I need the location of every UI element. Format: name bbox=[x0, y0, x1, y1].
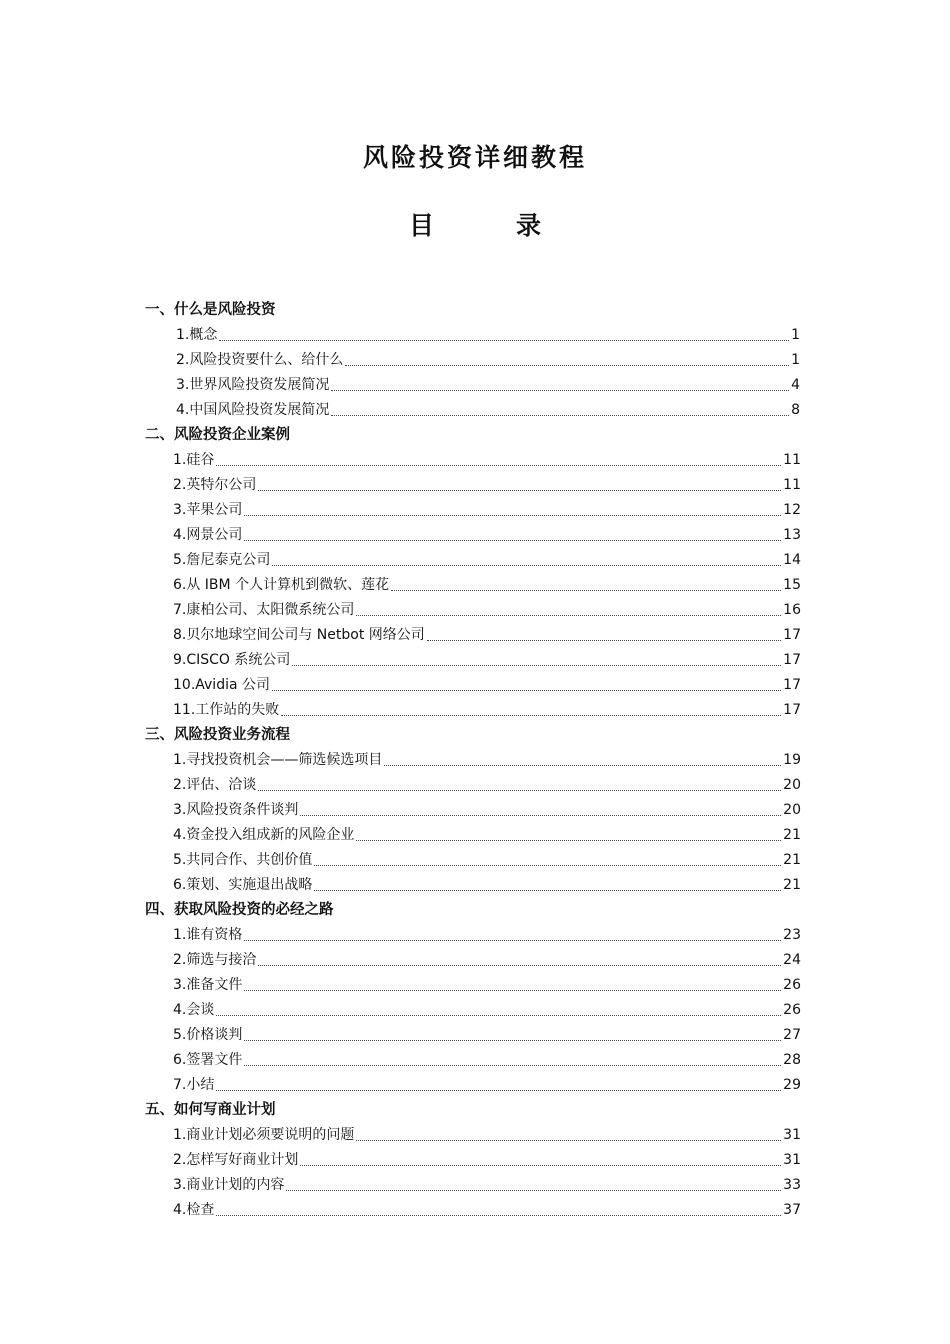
dot-leader bbox=[356, 615, 781, 616]
toc-entry-label: 4.会谈 bbox=[173, 1002, 215, 1018]
toc-entry-page-number: 21 bbox=[783, 877, 801, 893]
toc-entry[interactable] bbox=[145, 348, 800, 373]
dot-leader bbox=[427, 640, 781, 641]
toc-entry[interactable] bbox=[145, 973, 801, 998]
toc-entry-page-number: 11 bbox=[783, 477, 801, 493]
toc-entry-label: 3.风险投资条件谈判 bbox=[173, 802, 299, 818]
toc-entry-label: 2.评估、洽谈 bbox=[173, 777, 257, 793]
toc-entry-label: 3.世界风险投资发展简况 bbox=[176, 377, 330, 393]
toc-entry-page-number: 37 bbox=[783, 1202, 801, 1218]
toc-entry[interactable] bbox=[145, 773, 801, 798]
dot-leader bbox=[244, 990, 781, 991]
dot-leader bbox=[281, 715, 781, 716]
toc-entry-label: 1.谁有资格 bbox=[173, 927, 243, 943]
dot-leader bbox=[272, 565, 781, 566]
toc-entry-label: 4.中国风险投资发展简况 bbox=[176, 402, 330, 418]
toc-entry-page-number: 15 bbox=[783, 577, 801, 593]
toc-entry[interactable] bbox=[145, 548, 801, 573]
toc-section bbox=[145, 723, 805, 898]
dot-leader bbox=[384, 765, 781, 766]
toc-entry[interactable] bbox=[145, 373, 800, 398]
toc-entry-label: 1.硅谷 bbox=[173, 452, 215, 468]
toc-entry-page-number: 21 bbox=[783, 827, 801, 843]
toc-entry[interactable] bbox=[145, 873, 801, 898]
dot-leader bbox=[331, 390, 789, 391]
toc-entry-page-number: 1 bbox=[791, 327, 800, 343]
toc-entry-page-number: 8 bbox=[791, 402, 800, 418]
dot-leader bbox=[331, 415, 789, 416]
document-title: 风险投资详细教程 bbox=[362, 143, 587, 172]
toc-entry[interactable] bbox=[145, 523, 801, 548]
toc-entry-page-number: 23 bbox=[783, 927, 801, 943]
toc-entry-label: 2.英特尔公司 bbox=[173, 477, 257, 493]
toc-entry[interactable] bbox=[145, 698, 801, 723]
dot-leader bbox=[300, 1165, 781, 1166]
dot-leader bbox=[345, 365, 789, 366]
toc-entry-page-number: 20 bbox=[783, 777, 801, 793]
toc-section-title[interactable]: 四、获取风险投资的必经之路 bbox=[145, 902, 334, 918]
toc-entry[interactable] bbox=[145, 748, 801, 773]
toc-section bbox=[145, 298, 805, 423]
dot-leader bbox=[272, 690, 781, 691]
toc-section bbox=[145, 898, 805, 1098]
toc-section bbox=[145, 423, 805, 723]
toc-section-title[interactable]: 一、什么是风险投资 bbox=[145, 302, 276, 318]
toc-entry[interactable] bbox=[145, 1148, 801, 1173]
dot-leader bbox=[258, 790, 781, 791]
toc-entry-page-number: 28 bbox=[783, 1052, 801, 1068]
dot-leader bbox=[216, 1015, 781, 1016]
toc-entry-page-number: 1 bbox=[791, 352, 800, 368]
toc-entry-label: 5.詹尼泰克公司 bbox=[173, 552, 271, 568]
toc-entry[interactable] bbox=[145, 823, 801, 848]
toc-entry[interactable] bbox=[145, 923, 801, 948]
dot-leader bbox=[244, 1040, 781, 1041]
dot-leader bbox=[356, 840, 781, 841]
toc-entry[interactable] bbox=[145, 573, 801, 598]
toc-entry-page-number: 17 bbox=[783, 677, 801, 693]
dot-leader bbox=[292, 665, 781, 666]
toc-entry-page-number: 11 bbox=[783, 452, 801, 468]
toc-entry[interactable] bbox=[145, 623, 801, 648]
toc-entry-page-number: 12 bbox=[783, 502, 801, 518]
dot-leader bbox=[244, 940, 781, 941]
dot-leader bbox=[314, 890, 781, 891]
table-of-contents bbox=[145, 298, 805, 1223]
toc-entry[interactable] bbox=[145, 448, 801, 473]
toc-entry[interactable] bbox=[145, 948, 801, 973]
dot-leader bbox=[258, 490, 781, 491]
dot-leader bbox=[391, 590, 781, 591]
toc-entry-page-number: 31 bbox=[783, 1152, 801, 1168]
toc-entry-page-number: 17 bbox=[783, 627, 801, 643]
toc-entry-page-number: 16 bbox=[783, 602, 801, 618]
toc-heading-char-2: 录 bbox=[516, 211, 542, 240]
dot-leader bbox=[258, 965, 781, 966]
toc-entry-page-number: 33 bbox=[783, 1177, 801, 1193]
toc-entry-label: 3.准备文件 bbox=[173, 977, 243, 993]
toc-entry[interactable] bbox=[145, 398, 800, 423]
toc-entry-label: 6.策划、实施退出战略 bbox=[173, 877, 313, 893]
toc-section bbox=[145, 1098, 805, 1223]
toc-entry-page-number: 26 bbox=[783, 1002, 801, 1018]
toc-entry-page-number: 14 bbox=[783, 552, 801, 568]
toc-entry-page-number: 29 bbox=[783, 1077, 801, 1093]
toc-entry[interactable] bbox=[145, 998, 801, 1023]
toc-heading bbox=[0, 208, 950, 244]
toc-entry[interactable] bbox=[145, 1173, 801, 1198]
toc-entry[interactable] bbox=[145, 1198, 801, 1223]
toc-entry-label: 7.小结 bbox=[173, 1077, 215, 1093]
toc-entry-page-number: 20 bbox=[783, 802, 801, 818]
toc-entry-label: 10.Avidia 公司 bbox=[173, 677, 271, 693]
toc-entry-label: 5.价格谈判 bbox=[173, 1027, 243, 1043]
toc-entry-label: 2.筛选与接洽 bbox=[173, 952, 257, 968]
toc-entry[interactable] bbox=[145, 848, 801, 873]
toc-entry[interactable] bbox=[145, 323, 800, 348]
toc-entry-label: 11.工作站的失败 bbox=[173, 702, 280, 718]
toc-entry-page-number: 27 bbox=[783, 1027, 801, 1043]
toc-entry[interactable] bbox=[145, 648, 801, 673]
toc-entry[interactable] bbox=[145, 1048, 801, 1073]
toc-entry[interactable] bbox=[145, 1123, 801, 1148]
toc-entry-label: 4.资金投入组成新的风险企业 bbox=[173, 827, 355, 843]
dot-leader bbox=[356, 1140, 781, 1141]
dot-leader bbox=[244, 515, 781, 516]
toc-entry-page-number: 24 bbox=[783, 952, 801, 968]
toc-entry-label: 3.商业计划的内容 bbox=[173, 1177, 285, 1193]
toc-entry-page-number: 19 bbox=[783, 752, 801, 768]
toc-section-title[interactable]: 三、风险投资业务流程 bbox=[145, 727, 290, 743]
toc-entry-label: 4.网景公司 bbox=[173, 527, 243, 543]
toc-entry-page-number: 26 bbox=[783, 977, 801, 993]
toc-section-title[interactable]: 五、如何写商业计划 bbox=[145, 1102, 276, 1118]
toc-entry-label: 1.商业计划必须要说明的问题 bbox=[173, 1127, 355, 1143]
toc-entry[interactable] bbox=[145, 473, 801, 498]
toc-entry-label: 2.怎样写好商业计划 bbox=[173, 1152, 299, 1168]
toc-entry[interactable] bbox=[145, 798, 801, 823]
toc-entry[interactable] bbox=[145, 1023, 801, 1048]
dot-leader bbox=[300, 815, 781, 816]
dot-leader bbox=[244, 540, 781, 541]
dot-leader bbox=[219, 340, 789, 341]
toc-entry-label: 1.寻找投资机会——筛选候选项目 bbox=[173, 752, 383, 768]
toc-entry-page-number: 17 bbox=[783, 702, 801, 718]
toc-entry-label: 8.贝尔地球空间公司与 Netbot 网络公司 bbox=[173, 627, 425, 643]
toc-entry-label: 9.CISCO 系统公司 bbox=[173, 652, 291, 668]
toc-entry-page-number: 21 bbox=[783, 852, 801, 868]
toc-entry[interactable] bbox=[145, 1073, 801, 1098]
toc-entry-label: 5.共同合作、共创价值 bbox=[173, 852, 313, 868]
dot-leader bbox=[216, 1090, 781, 1091]
toc-entry-page-number: 4 bbox=[791, 377, 800, 393]
toc-entry[interactable] bbox=[145, 498, 801, 523]
toc-entry[interactable] bbox=[145, 598, 801, 623]
dot-leader bbox=[216, 465, 781, 466]
toc-entry-label: 3.苹果公司 bbox=[173, 502, 243, 518]
toc-heading-char-1: 目 bbox=[408, 211, 434, 240]
toc-entry-page-number: 31 bbox=[783, 1127, 801, 1143]
toc-section-title[interactable]: 二、风险投资企业案例 bbox=[145, 427, 290, 443]
toc-entry-page-number: 17 bbox=[783, 652, 801, 668]
toc-entry-label: 2.风险投资要什么、给什么 bbox=[176, 352, 344, 368]
toc-entry-label: 6.从 IBM 个人计算机到微软、莲花 bbox=[173, 577, 390, 593]
dot-leader bbox=[216, 1215, 781, 1216]
toc-entry-label: 6.签署文件 bbox=[173, 1052, 243, 1068]
dot-leader bbox=[286, 1190, 781, 1191]
toc-entry-label: 4.检查 bbox=[173, 1202, 215, 1218]
toc-entry-page-number: 13 bbox=[783, 527, 801, 543]
dot-leader bbox=[314, 865, 781, 866]
toc-entry-label: 7.康柏公司、太阳微系统公司 bbox=[173, 602, 355, 618]
toc-entry[interactable] bbox=[145, 673, 801, 698]
toc-entry-label: 1.概念 bbox=[176, 327, 218, 343]
dot-leader bbox=[244, 1065, 781, 1066]
